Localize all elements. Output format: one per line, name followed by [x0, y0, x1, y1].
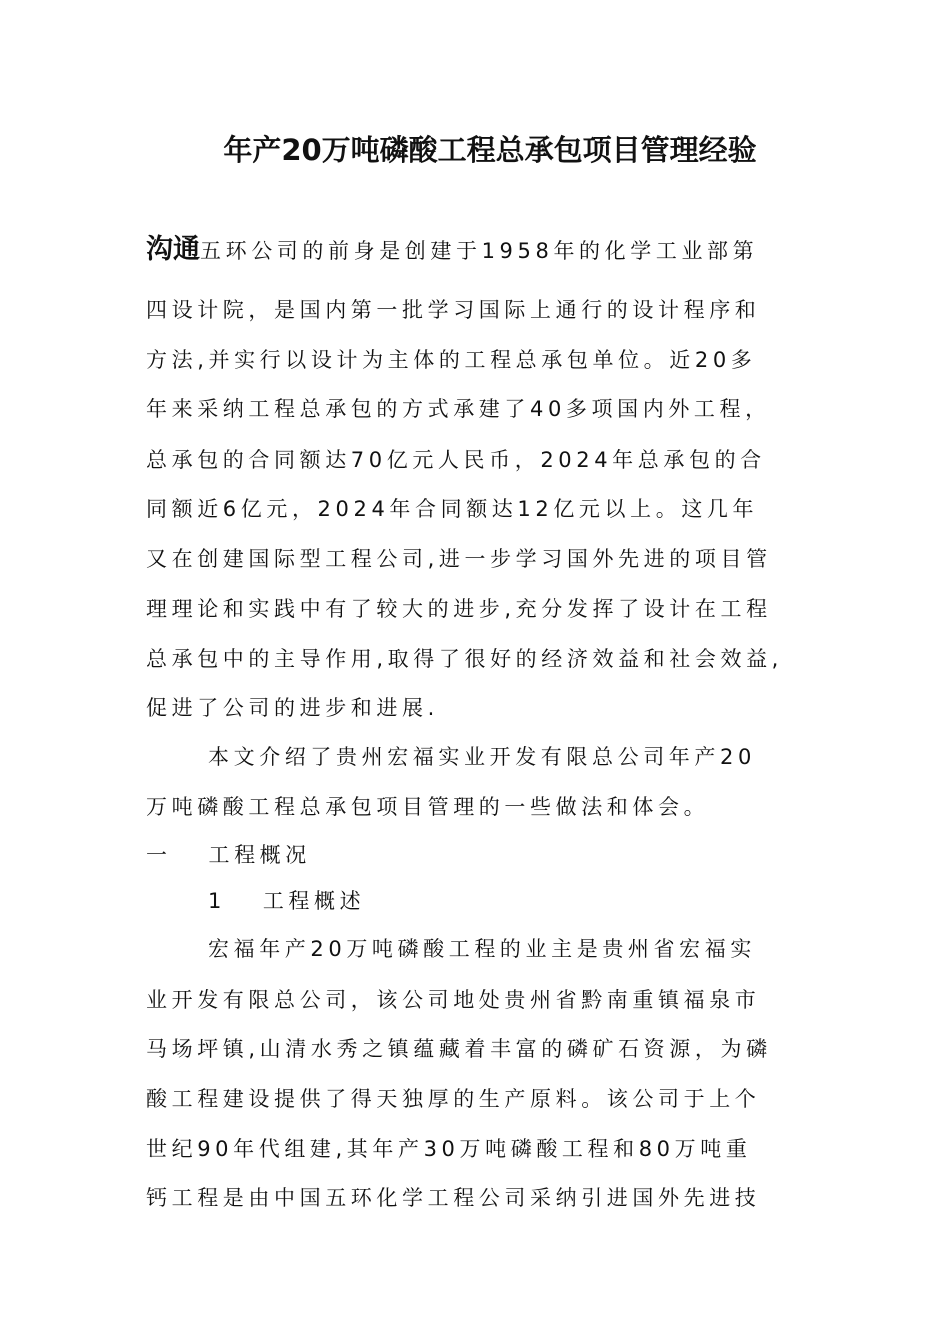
paragraph-line: 酸工程建设提供了得天独厚的生产原料。该公司于上个 — [146, 1087, 761, 1111]
paragraph-line: 总承包中的主导作用,取得了很好的经济效益和社会效益, — [146, 647, 783, 671]
subsection-heading: 1 工程概述 — [208, 889, 366, 913]
paragraph-line: 业开发有限总公司，该公司地处贵州省黔南重镇福泉市 — [146, 988, 761, 1012]
paragraph-line: 宏福年产20万吨磷酸工程的业主是贵州省宏福实 — [208, 937, 756, 961]
lead-word: 沟通 — [146, 234, 200, 265]
paragraph-line — [146, 236, 758, 263]
paragraph-line: 促进了公司的进步和进展. — [146, 696, 439, 720]
paragraph-line: 马场坪镇,山清水秀之镇蕴藏着丰富的磷矿石资源，为磷 — [146, 1037, 772, 1061]
paragraph-line: 理理论和实践中有了较大的进步,充分发挥了设计在工程 — [146, 597, 772, 621]
paragraph-line: 又在创建国际型工程公司,进一步学习国外先进的项目管 — [146, 547, 772, 571]
document-title: 年产20万吨磷酸工程总承包项目管理经验 — [223, 133, 757, 167]
paragraph-line: 四设计院，是国内第一批学习国际上通行的设计程序和 — [146, 298, 761, 322]
paragraph-line: 总承包的合同额达70亿元人民币，2024年总承包的合 — [146, 448, 766, 472]
paragraph-line: 世纪90年代组建,其年产30万吨磷酸工程和80万吨重 — [146, 1137, 752, 1161]
paragraph-line: 钙工程是由中国五环化学工程公司采纳引进国外先进技 — [146, 1186, 761, 1210]
paragraph-line: 方法,并实行以设计为主体的工程总承包单位。近20多 — [146, 348, 757, 372]
paragraph-line: 本文介绍了贵州宏福实业开发有限总公司年产20 — [208, 745, 756, 769]
paragraph-line: 同额近6亿元，2024年合同额达12亿元以上。这几年 — [146, 497, 759, 521]
paragraph-line: 万吨磷酸工程总承包项目管理的一些做法和体会。 — [146, 795, 710, 819]
paragraph-line: 年来采纳工程总承包的方式承建了40多项国内外工程， — [146, 397, 771, 421]
section-heading: 一 工程概况 — [146, 843, 311, 867]
line-text: 五环公司的前身是创建于1958年的化学工业部第 — [200, 239, 759, 263]
